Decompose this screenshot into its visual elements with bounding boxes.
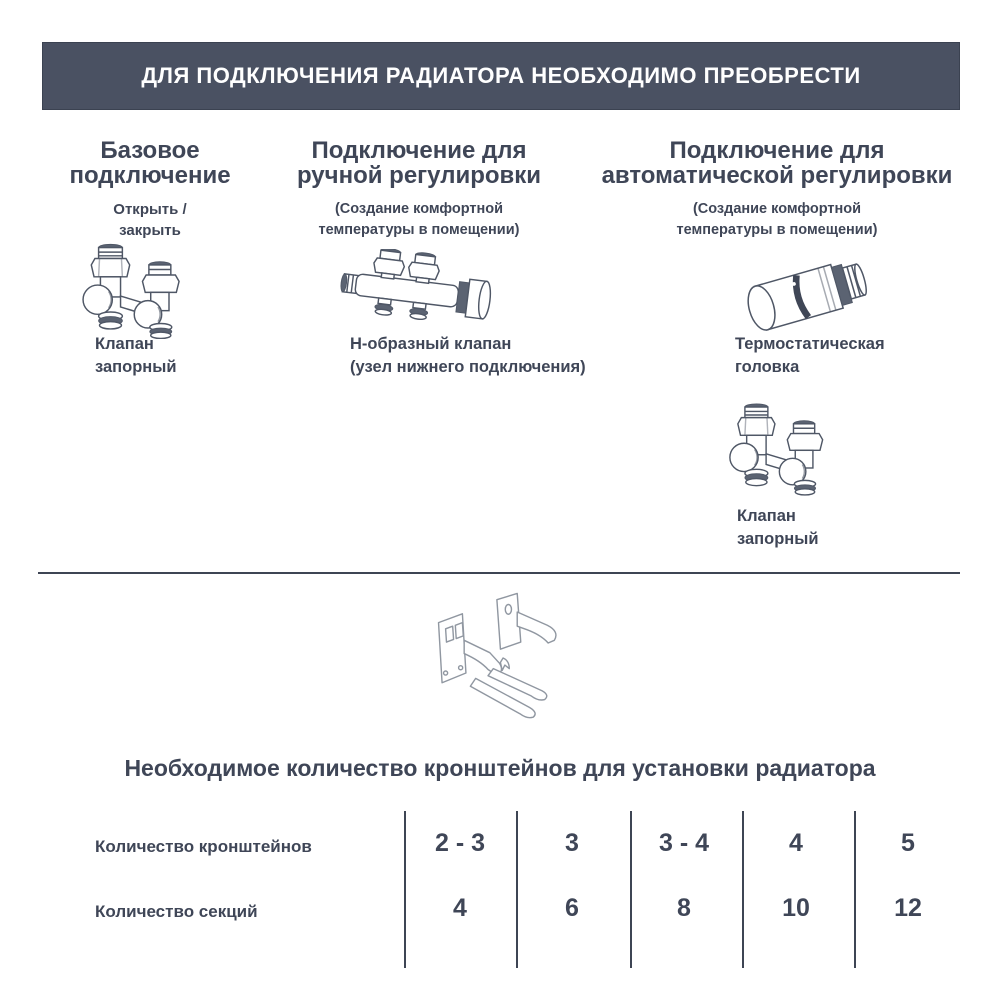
h-valve-caption: Н-образный клапан (узел нижнего подключения) [350,335,586,376]
column-subtitle: Открыть / закрыть [113,201,187,239]
table-cell: 4 [789,829,803,857]
brackets-section-title: Необходимое количество кронштейнов для установки радиатора [124,755,876,781]
thermostatic-head-caption: Термостатическая головка [735,335,885,376]
table-cell: 8 [677,894,691,922]
table-cell: 2 - 3 [434,829,486,857]
table-cell: 5 [901,829,915,857]
table-cell: 3 - 4 [658,829,710,857]
table-cell: 3 [565,829,579,857]
h-valve-icon [339,249,501,339]
header-title: ДЛЯ ПОДКЛЮЧЕНИЯ РАДИАТОРА НЕОБХОДИМО ПРЕОБРЕСТИ [141,63,861,88]
table-cell: 10 [782,894,810,922]
section-divider [38,572,960,574]
table-cell: 4 [453,894,467,922]
column-title: Базовое подключение [69,137,231,189]
table-row-brackets-count [404,829,964,858]
column-manual-regulation [283,138,555,241]
column-subtitle: (Создание комфортной температуры в помещении) [676,201,878,238]
shutoff-valve-caption: Клапан запорный [737,507,819,548]
column-subtitle: (Создание комфортной температуры в помещении) [318,201,520,238]
wall-brackets-icon [412,584,580,732]
table-row-sections-count [404,894,964,923]
table-row-label-sections-count: Количество секций [95,902,258,921]
table-row-label-brackets-count: Количество кронштейнов [95,837,312,856]
column-basic-connection [18,138,282,241]
column-automatic-regulation [588,138,966,241]
shutoff-valve-icon [729,400,835,498]
thermostatic-head-icon [731,251,886,336]
shutoff-valve-caption: Клапан запорный [95,335,177,376]
table-cell: 6 [565,894,579,922]
shutoff-valve-icon [80,243,194,339]
column-title: Подключение для ручной регулировки [296,137,542,189]
header-banner [42,42,960,110]
column-title: Подключение для автоматической регулировки [601,137,953,189]
table-cell: 12 [894,894,922,922]
